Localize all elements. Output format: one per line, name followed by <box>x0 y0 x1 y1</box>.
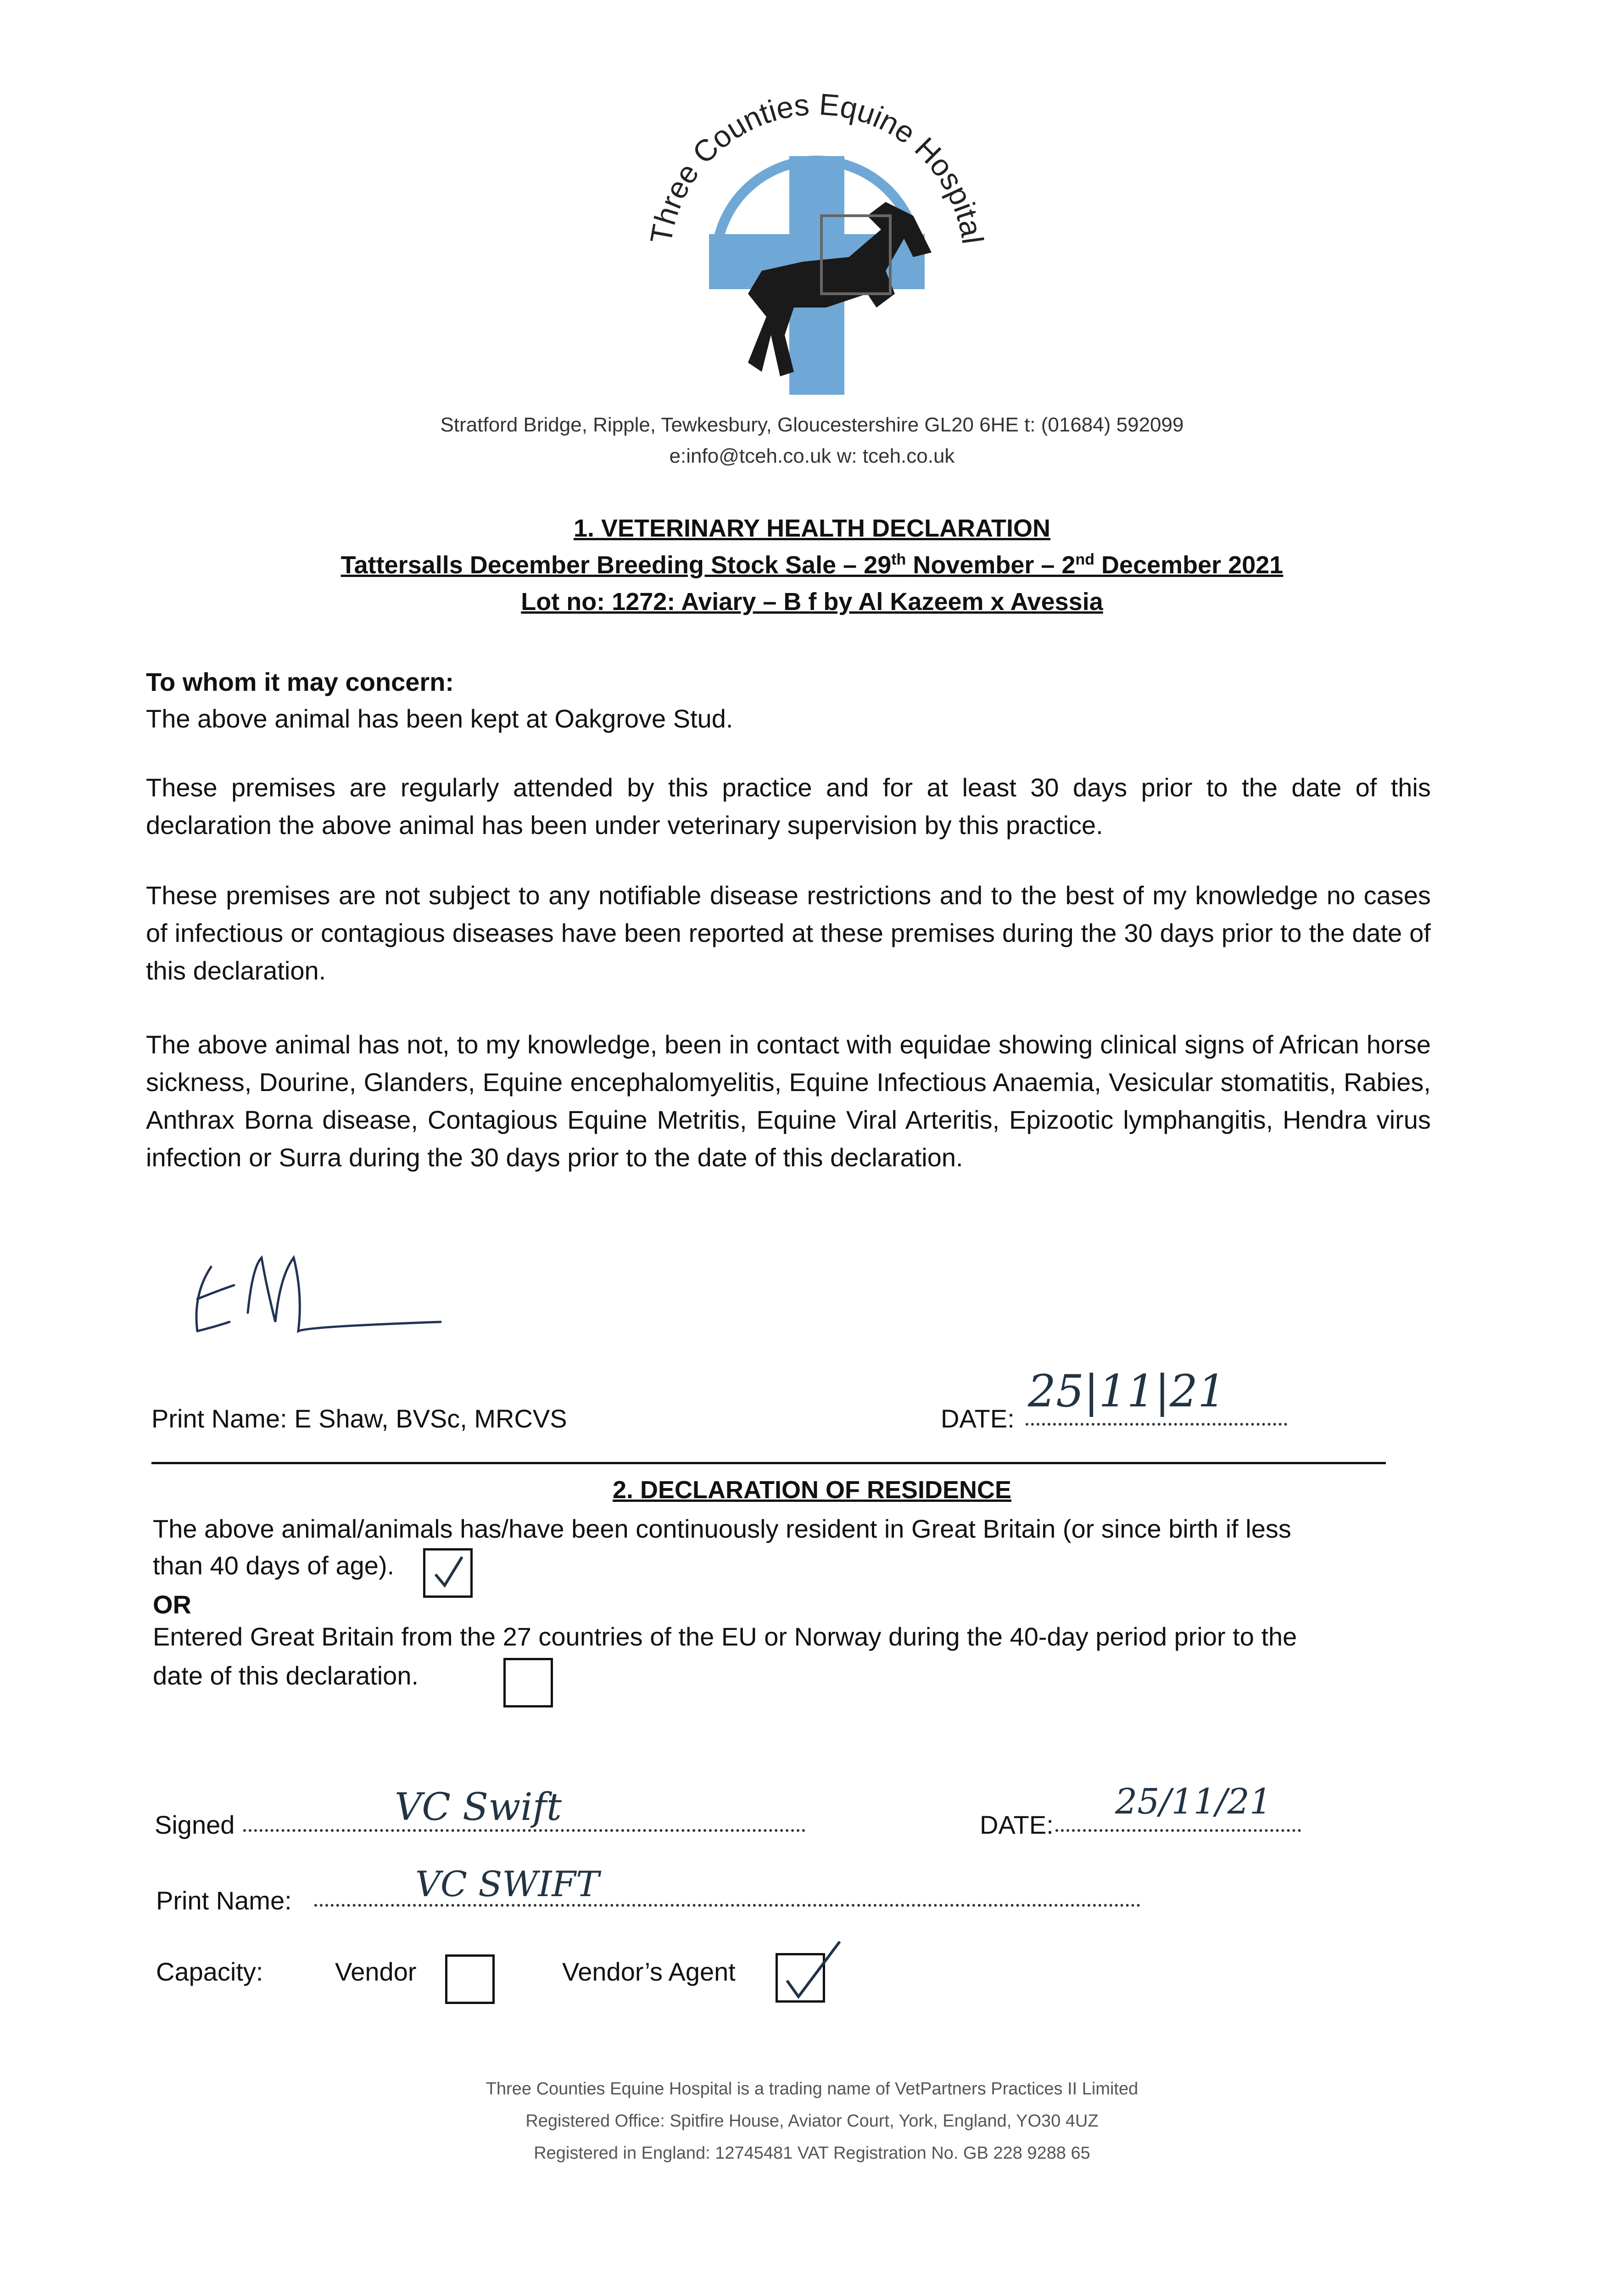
section-1-heading: 1. VETERINARY HEALTH DECLARATION <box>573 515 1051 542</box>
sale-title: Tattersalls December Breeding Stock Sale – 29th November – 2nd December 2021 <box>340 551 1284 579</box>
logo-arc-text: Three Counties Equine Hospital <box>643 87 990 246</box>
section-1-date-value: 25|11|21 <box>1028 1366 1226 1417</box>
footer-line-1: Three Counties Equine Hospital is a trading name of VetPartners Practices II Limited <box>486 2079 1138 2099</box>
vet-print-name: Print Name: E Shaw, BVSc, MRCVS <box>151 1404 567 1433</box>
address-line-1: Stratford Bridge, Ripple, Tewkesbury, Gloucestershire GL20 6HE t: (01684) 592099 <box>440 414 1184 436</box>
entered-text-line-2: date of this declaration. <box>153 1661 419 1690</box>
paragraph-3: These premises are not subject to any notifiable disease restrictions and to the best of my knowledge no cases of infectious or contagious diseases have been reported at these premises during the 30 days prior to the date of this declaration. <box>146 881 1431 985</box>
vendors-agent-label: Vendor’s Agent <box>562 1957 736 1986</box>
print-name-label: Print Name: <box>156 1886 292 1915</box>
lot-title: Lot no: 1272: Aviary – B f by Al Kazeem x Avessia <box>521 588 1103 616</box>
paragraph-2: These premises are regularly attended by this practice and for at least 30 days prior to the date of this declaration the above animal has been under veterinary supervision by this practice. <box>146 773 1431 840</box>
print-name-value: VC SWIFT <box>415 1864 599 1904</box>
paragraph-4: The above animal has not, to my knowledge, been in contact with equidae showing clinical signs of African horse sickness, Dourine, Glanders, Equine encephalomyelitis, Equine Infectious Anaemia, Vesicular stomatitis, Rabies, Anthrax Borna disease, Contagious Equine Metritis, Equine Viral Arteritis, Epizootic lymphangitis, Hendra virus infection or Surra during the 30 days prior to the date of this declaration. <box>146 1030 1431 1172</box>
paragraph-1: The above animal has been kept at Oakgrove Stud. <box>146 704 733 733</box>
resident-text-line-1: The above animal/animals has/have been continuously resident in Great Britain (or since birth if less <box>153 1514 1291 1543</box>
practice-logo <box>610 78 1023 409</box>
address-line-2: e:info@tceh.co.uk w: tceh.co.uk <box>669 445 955 467</box>
vet-signature <box>184 1239 459 1359</box>
salutation: To whom it may concern: <box>146 667 454 696</box>
vendors-agent-checkbox[interactable] <box>776 1953 825 2003</box>
resident-text-line-2: than 40 days of age). <box>153 1551 395 1580</box>
entered-text-line-1: Entered Great Britain from the 27 countries of the EU or Norway during the 40-day period prior to the <box>153 1622 1297 1651</box>
section-2-date-value: 25/11/21 <box>1115 1781 1272 1822</box>
or-text: OR <box>153 1590 191 1619</box>
footer-line-3: Registered in England: 12745481 VAT Registration No. GB 228 9288 65 <box>534 2144 1090 2163</box>
entered-checkbox[interactable] <box>503 1658 553 1707</box>
signed-value: VC Swift <box>395 1786 562 1829</box>
signed-line <box>243 1829 805 1832</box>
capacity-label: Capacity: <box>156 1957 263 1986</box>
section-2-heading: 2. DECLARATION OF RESIDENCE <box>612 1476 1012 1504</box>
section-divider <box>151 1462 1386 1464</box>
signed-label: Signed <box>155 1810 235 1839</box>
section-2-date-line <box>1055 1829 1301 1832</box>
section-2-date-label: DATE: <box>980 1810 1054 1839</box>
section-1-date-line <box>1026 1423 1287 1426</box>
footer-line-2: Registered Office: Spitfire House, Aviator Court, York, England, YO30 4UZ <box>525 2111 1099 2131</box>
section-1-date-label: DATE: <box>941 1404 1015 1433</box>
resident-checkbox[interactable] <box>423 1548 473 1598</box>
vendor-checkbox[interactable] <box>445 1954 495 2004</box>
vendor-label: Vendor <box>335 1957 417 1986</box>
